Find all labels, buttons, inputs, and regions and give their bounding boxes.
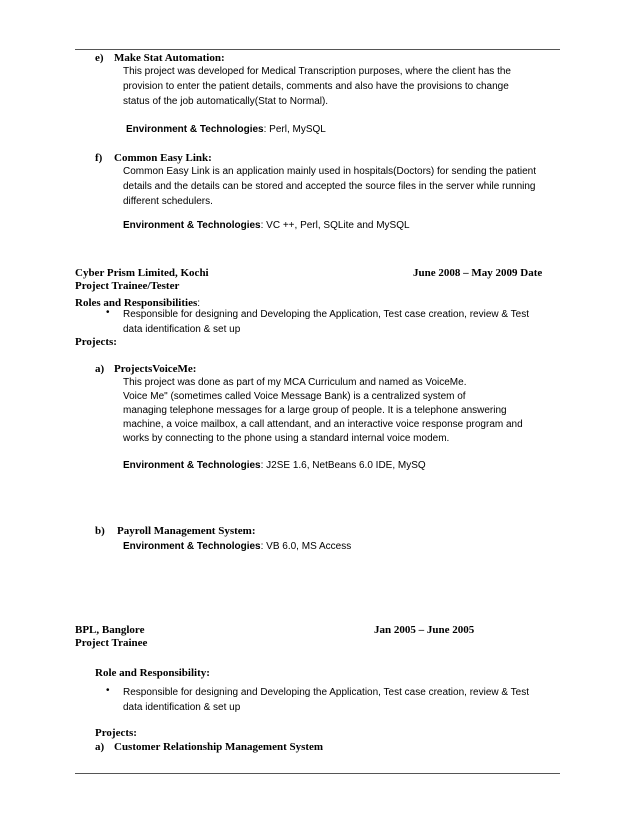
cyber-roles-colon: : [197, 298, 201, 309]
bpl-position: Project Trainee [75, 637, 148, 649]
project-e-desc-1: This project was developed for Medical Transcription purposes, where the client has the [123, 66, 511, 77]
voiceme-env-value: : J2SE 1.6, NetBeans 6.0 IDE, MySQ [260, 460, 426, 471]
project-f-env [123, 218, 410, 233]
voiceme-title: ProjectsVoiceMe: [114, 363, 197, 375]
top-rule [75, 49, 560, 50]
cyber-dates: June 2008 – May 2009 Date [413, 267, 543, 279]
cyber-projects-heading: Projects: [75, 336, 117, 348]
cyber-role-line-1: Responsible for designing and Developing the Application, Test case creation, review & Test [123, 309, 529, 320]
bpl-projects-heading: Projects: [95, 727, 137, 739]
bpl-company: BPL, Banglore [75, 624, 145, 636]
bottom-rule [75, 773, 560, 774]
voiceme-desc-2: Voice Me" (sometimes called Voice Message Bank) is a centralized system of [123, 391, 466, 402]
project-f-env-value: : VC ++, Perl, SQLite and MySQL [260, 220, 410, 231]
voiceme-desc-1: This project was done as part of my MCA Curriculum and named as VoiceMe. [123, 377, 467, 388]
voiceme-desc-5: works by connecting to the phone using a standard internal voice modem. [123, 433, 450, 444]
project-f-desc-3: different schedulers. [123, 196, 213, 207]
cyber-company: Cyber Prism Limited, Kochi [75, 267, 209, 279]
project-f-desc-1: Common Easy Link is an application mainly used in hospitals(Doctors) for sending the patient [123, 166, 536, 177]
cyber-position: Project Trainee/Tester [75, 280, 180, 292]
voiceme-marker: a) [95, 363, 105, 375]
voiceme-desc-3: managing telephone messages for a large group of people. It is a telephone answering [123, 405, 507, 416]
project-e-env-label: Environment & Technologies [126, 124, 264, 135]
bpl-dates: Jan 2005 – June 2005 [374, 624, 475, 636]
bpl-first-project-title: Customer Relationship Management System [114, 741, 324, 753]
project-e-marker: e) [95, 52, 104, 64]
payroll-env [123, 539, 351, 554]
payroll-env-label: Environment & Technologies [123, 541, 261, 552]
project-f-env-label: Environment & Technologies [123, 220, 261, 231]
bpl-role-bullet: • [106, 685, 110, 696]
project-f-desc-2: details and the details can be stored and accepted the source files in the server while running [123, 181, 536, 192]
cyber-role-bullet: • [106, 307, 110, 318]
cyber-roles-heading: Roles and Responsibilities [75, 297, 198, 309]
project-e-desc-3: status of the job automatically(Stat to Normal). [123, 96, 329, 107]
voiceme-env [123, 458, 426, 473]
voiceme-desc-4: machine, a voice mailbox, a call attendant, and an interactive voice response program and [123, 419, 523, 430]
bpl-role-line-2: data identification & set up [123, 702, 241, 713]
project-e-desc-2: provision to enter the patient details, comments and also have the provisions to change [123, 81, 509, 92]
project-e-env [126, 122, 326, 137]
bpl-role-heading: Role and Responsibility: [95, 667, 210, 679]
voiceme-env-label: Environment & Technologies [123, 460, 261, 471]
bpl-role-line-1: Responsible for designing and Developing the Application, Test case creation, review & Test [123, 687, 529, 698]
cyber-role-line-2: data identification & set up [123, 324, 241, 335]
payroll-marker: b) [95, 525, 105, 537]
project-f-title: Common Easy Link: [114, 152, 212, 164]
payroll-env-value: : VB 6.0, MS Access [260, 541, 352, 552]
project-e-title: Make Stat Automation: [114, 52, 225, 64]
bpl-first-project-marker: a) [95, 741, 105, 753]
project-e-env-value: : Perl, MySQL [263, 124, 326, 135]
project-f-marker: f) [95, 152, 103, 164]
payroll-title: Payroll Management System: [117, 525, 256, 537]
